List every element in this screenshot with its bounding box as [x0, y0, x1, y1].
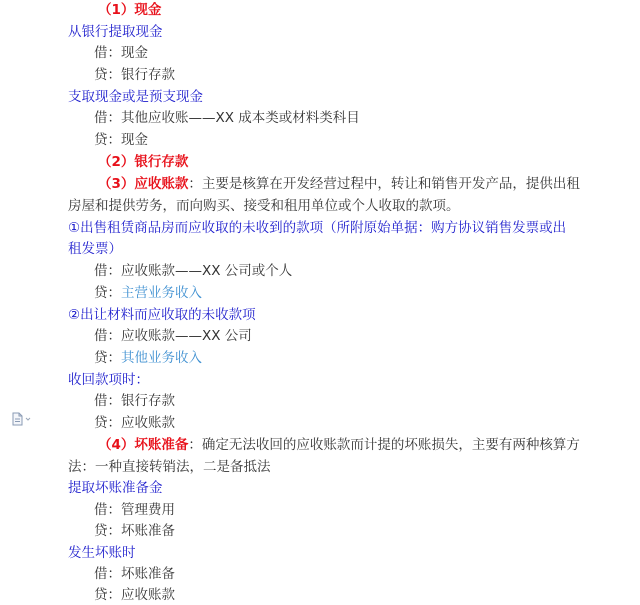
entry-debit: 借：坏账准备	[94, 566, 175, 582]
credit-prefix: 贷：	[94, 350, 121, 366]
subheading-sale-rental-cont: 租发票）	[68, 241, 122, 257]
link-main-business-income[interactable]: 主营业务收入	[121, 285, 202, 301]
heading-receivables: （3）应收账款	[98, 176, 189, 192]
paragraph-text: ：主要是核算在开发经营过程中，转让和销售开发产品，提供出租	[188, 176, 580, 192]
entry-debit: 借：管理费用	[94, 502, 175, 518]
entry-credit: 贷：应收账款	[94, 587, 175, 603]
subheading-provision: 提取坏账准备金	[68, 480, 163, 496]
paragraph-text: 房屋和提供劳务，而向购买、接受和租用单位或个人收取的款项。	[68, 198, 460, 214]
heading-cash: （1）现金	[98, 2, 162, 18]
heading-bad-debt: （4）坏账准备	[98, 437, 189, 453]
entry-credit	[94, 283, 202, 303]
entry-debit: 借：应收账款——XX 公司	[94, 328, 252, 344]
subheading-sale-rental: ①出售租赁商品房而应收取的未收到的款项（所附原始单据：购方协议销售发票或出	[68, 220, 567, 236]
paragraph-receivables	[98, 174, 580, 194]
document-icon	[12, 412, 34, 426]
paragraph-text: ：确定无法收回的应收账款而计提的坏账损失，主要有两种核算方	[188, 437, 580, 453]
entry-debit: 借：应收账款——XX 公司或个人	[94, 263, 293, 279]
subheading-advance-cash: 支取现金或是预支现金	[68, 89, 203, 105]
subheading-material-transfer: ②出让材料而应收取的未收款项	[68, 307, 256, 323]
entry-credit: 贷：应收账款	[94, 415, 175, 431]
entry-credit	[94, 348, 202, 368]
document-icon[interactable]	[12, 412, 34, 426]
heading-bank-deposit: （2）银行存款	[98, 154, 189, 170]
subheading-collection: 收回款项时：	[68, 372, 149, 388]
link-other-business-income[interactable]: 其他业务收入	[121, 350, 202, 366]
paragraph-bad-debt	[98, 435, 580, 455]
paragraph-text: 法：一种直接转销法，二是备抵法	[68, 459, 271, 475]
credit-prefix: 贷：	[94, 285, 121, 301]
entry-debit: 借：现金	[94, 45, 148, 61]
subheading-bad-debt-occur: 发生坏账时	[68, 545, 136, 561]
entry-credit: 贷：现金	[94, 132, 148, 148]
entry-credit: 贷：坏账准备	[94, 523, 175, 539]
entry-credit: 贷：银行存款	[94, 67, 175, 83]
subheading-withdraw-cash: 从银行提取现金	[68, 24, 163, 40]
entry-debit: 借：银行存款	[94, 393, 175, 409]
entry-debit: 借：其他应收账——XX 成本类或材料类科目	[94, 110, 360, 126]
